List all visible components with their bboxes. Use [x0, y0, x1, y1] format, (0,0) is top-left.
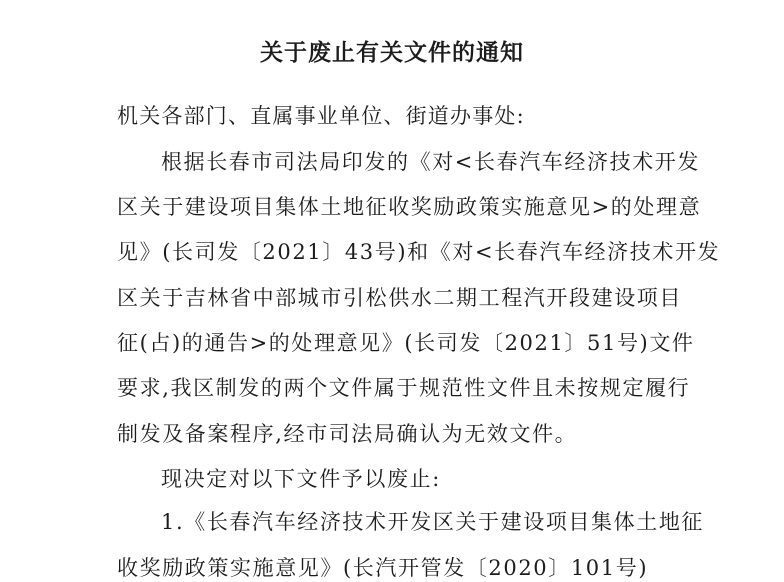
paragraph-line: 区关于建设项目集体土地征收奖励政策实施意见>的处理意	[117, 195, 702, 219]
paragraph-line: 现决定对以下文件予以废止:	[161, 467, 441, 491]
document-title: 关于废止有关文件的通知	[260, 39, 524, 66]
list-item-line: 1.《长春汽车经济技术开发区关于建设项目集体土地征	[161, 510, 705, 534]
paragraph-line: 征(占)的通告>的处理意见》(长司发〔2021〕51号)文件	[117, 331, 695, 355]
paragraph-line: 根据长春市司法局印发的《对<长春汽车经济技术开发	[161, 150, 700, 174]
paragraph-line: 见》(长司发〔2021〕43号)和《对<长春汽车经济技术开发	[117, 240, 721, 264]
list-item-line: 收奖励政策实施意见》(长汽开管发〔2020〕101号)	[117, 556, 649, 580]
paragraph-line: 制发及备案程序,经市司法局确认为无效文件。	[117, 422, 578, 446]
paragraph-line: 要求,我区制发的两个文件属于规范性文件且未按规定履行	[117, 376, 691, 400]
paragraph-line: 区关于吉林省中部城市引松供水二期工程汽开段建设项目	[117, 286, 682, 310]
salutation: 机关各部门、直属事业单位、街道办事处:	[117, 104, 525, 128]
